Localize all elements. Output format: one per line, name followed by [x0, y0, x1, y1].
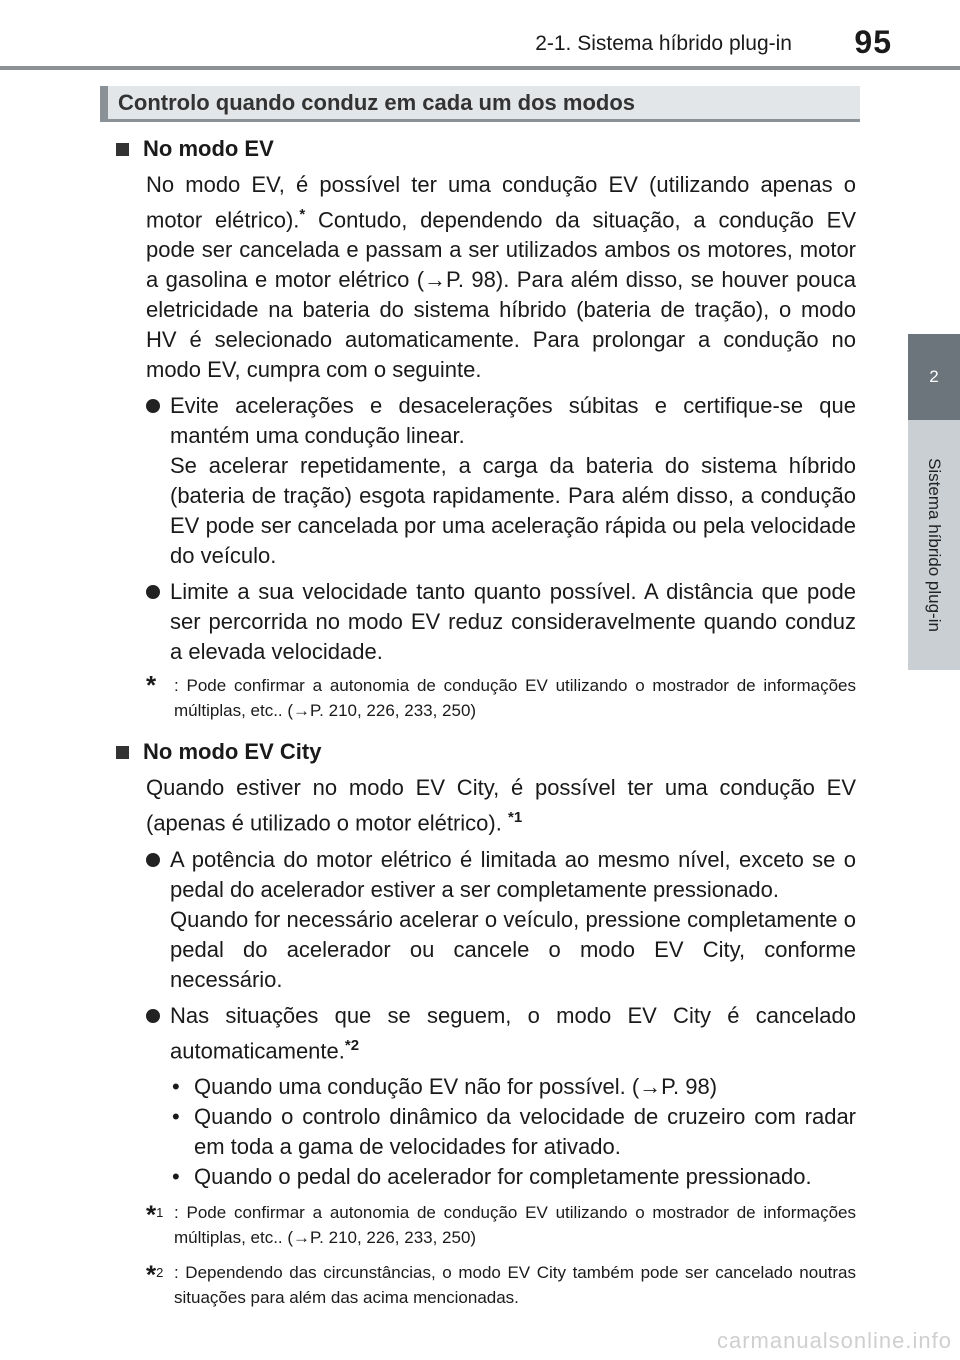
asterisk-mark: *1 — [507, 809, 523, 827]
list-item: • Quando o pedal do acelerador for completamente pressionado. — [172, 1163, 812, 1189]
list-item: • Quando uma condução EV não for possível. (→P. 98) — [172, 1073, 718, 1099]
evcity-bullet-1 — [146, 845, 856, 995]
evcity-dash-list — [172, 1072, 856, 1192]
side-tab-label — [908, 420, 960, 670]
watermark: carmanualsonline.info — [716, 1328, 952, 1353]
subhead-evcity-text: No modo EV City — [143, 739, 322, 765]
bullet-dot-icon — [146, 399, 160, 413]
evcity-footnote-2-text: : Dependendo das circunstâncias, o modo EV City também pode ser cancelado noutras situações para além das acima mencionadas. — [174, 1262, 856, 1307]
section-title: Controlo quando conduz em cada um dos modos — [100, 86, 860, 122]
subhead-ev-text: No modo EV — [143, 136, 274, 161]
side-tab-number: 2 — [908, 334, 960, 420]
side-tab-label-text: Sistema híbrido plug-in — [925, 458, 944, 632]
subhead-ev — [116, 134, 856, 164]
footnote-mark: * — [146, 670, 157, 701]
list-item: • Quando o controlo dinâmico da velocidade de cruzeiro com radar em toda a gama de velocidades for ativado. — [172, 1103, 856, 1159]
ev-bullet-1-text: Evite acelerações e desacelerações súbitas e certifique-se que mantém uma condução linear. Se acelerar repetidamente, a carga da bateria do sistema híbrido (bateria de tração) esgota rapidamente. Para além disso, a condução EV pode ser cancelada por uma aceleração rápida ou pela velocidade do veículo. — [170, 393, 856, 569]
evcity-bullet-2-text: Nas situações que se seguem, o modo EV City é cancelado automaticamente.$^{*2}$ — [170, 1002, 856, 1063]
subhead-evcity — [116, 737, 856, 767]
header-rule — [0, 66, 960, 70]
evcity-footnote-1 — [146, 1200, 856, 1250]
asterisk-mark: * — [299, 206, 306, 223]
page-number: 95 — [854, 24, 892, 60]
bullet-dot-icon — [146, 585, 160, 599]
footnote-mark: *$^2$ — [146, 1259, 164, 1290]
ev-footnote — [146, 670, 856, 723]
evcity-paragraph: Quando estiver no modo EV City, é possível ter uma condução EV (apenas é utilizado o motor elétrico). $^{*1}$ — [146, 775, 856, 836]
square-bullet-icon — [116, 746, 129, 759]
asterisk-mark: *2 — [344, 1036, 360, 1054]
content — [116, 128, 856, 1320]
chapter-title: 2-1. Sistema híbrido plug-in — [535, 32, 792, 55]
evcity-footnote-1-text: : Pode confirmar a autonomia de condução EV utilizando o mostrador de informações múltiplas, etc.. (→P. 210, 226, 233, 250) — [174, 1202, 856, 1247]
footnote-mark: *$^1$ — [146, 1199, 164, 1230]
ev-bullet-1 — [146, 391, 856, 571]
evcity-footnote-2 — [146, 1260, 856, 1310]
ev-bullet-2 — [146, 577, 856, 667]
evcity-bullet-2 — [146, 1001, 856, 1066]
ev-paragraph: No modo EV, é possível ter uma condução EV (utilizando apenas o motor elétrico).* Contudo, dependendo da situação, a condução EV pode ser cancelada e passam a ser utilizados ambos os motores, motor a gasolina e motor elétrico (→P. 98). Para além disso, se houver pouca eletricidade na bateria do sistema híbrido (bateria de tração), o modo HV é selecionado automaticamente. Para prolongar a condução no modo EV, cumpra com o seguinte. — [146, 172, 856, 383]
square-bullet-icon — [116, 143, 129, 156]
ev-footnote-text: : Pode confirmar a autonomia de condução EV utilizando o mostrador de informações múltiplas, etc.. (→P. 210, 226, 233, 250) — [174, 676, 856, 721]
bullet-dot-icon — [146, 853, 160, 867]
ev-bullet-2-text: Limite a sua velocidade tanto quanto possível. A distância que pode ser percorrida no modo EV reduz consideravelmente quando conduz a elevada velocidade. — [170, 579, 856, 665]
bullet-dot-icon — [146, 1009, 160, 1023]
evcity-bullet-1-text: A potência do motor elétrico é limitada ao mesmo nível, exceto se o pedal do acelerador estiver a ser completamente pressionado. Quando for necessário acelerar o veículo, pressione completamente o pedal do acelerador ou cancele o modo EV City, conforme necessário. — [170, 846, 856, 992]
